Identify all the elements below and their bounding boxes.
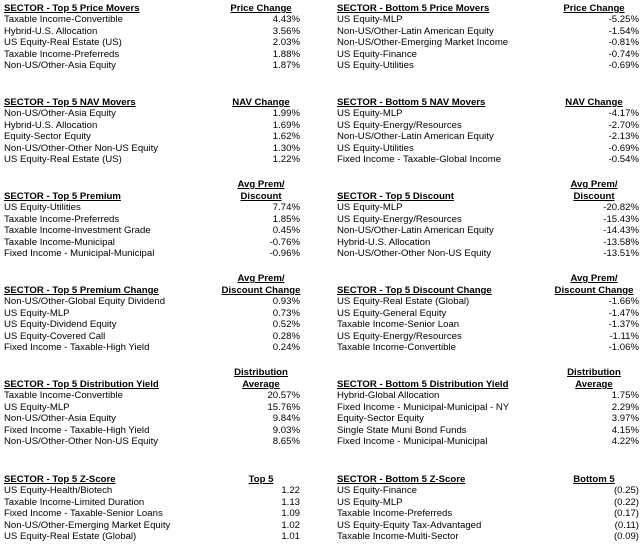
sector-name: US Equity-General Equity	[337, 307, 447, 319]
sector-value: 2.03%	[272, 37, 300, 49]
table-row	[337, 425, 637, 437]
sector-name: Taxable Income-Convertible	[4, 14, 123, 25]
sector-value: 0.45%	[272, 225, 300, 237]
table-row	[4, 154, 304, 166]
sector-value: 1.85%	[272, 213, 300, 225]
top-z-score-panel	[4, 473, 304, 543]
sector-name: Taxable Income-Preferreds	[337, 508, 453, 520]
sector-name: Equity-Sector Equity	[337, 413, 424, 425]
sector-name: US Equity-MLP	[4, 401, 70, 413]
section-header	[337, 178, 637, 202]
sector-name: Non-US/Other-Asia Equity	[4, 413, 116, 425]
sector-value: -0.96%	[269, 248, 300, 260]
top-nav-movers-panel	[4, 96, 304, 166]
section-title: SECTOR - Top 5 Premium Change	[4, 285, 159, 296]
value-column-header-line-1: Avg Prem/	[237, 273, 285, 284]
table-row	[337, 131, 637, 143]
table-row	[4, 436, 304, 448]
sector-name: Fixed Income - Taxable-Global Income	[337, 154, 502, 166]
sector-value: -1.11%	[609, 330, 639, 342]
table-row	[4, 390, 304, 402]
sector-value: 1.01	[281, 531, 300, 543]
sector-name: US Equity-MLP	[337, 496, 403, 508]
sector-value: -5.25%	[608, 14, 639, 25]
sector-name: Taxable Income-Municipal	[4, 236, 115, 248]
table-row	[337, 214, 637, 226]
table-row	[337, 520, 637, 532]
sector-name: Hybrid-U.S. Allocation	[337, 236, 431, 248]
sector-value: -2.13%	[608, 131, 639, 143]
sector-value: 1.69%	[272, 119, 300, 131]
sector-value: 1.88%	[272, 48, 300, 60]
section-header	[337, 473, 637, 485]
sector-name: US Equity-Finance	[337, 48, 417, 60]
table-row	[337, 237, 637, 249]
table-row	[337, 436, 637, 448]
table-row	[4, 14, 304, 26]
value-column-header-line-2: Average	[575, 379, 613, 390]
table-row	[4, 108, 304, 120]
sector-name: US Equity-Real Estate (Global)	[4, 531, 137, 543]
table-row	[337, 49, 637, 61]
table-row	[4, 331, 304, 343]
top-discount-panel	[337, 178, 637, 260]
sector-name: Taxable Income-Limited Duration	[4, 496, 145, 508]
table-row	[337, 120, 637, 132]
sector-value: (0.25)	[613, 485, 639, 496]
section-header	[4, 473, 304, 485]
table-row	[337, 342, 637, 354]
sector-name: Equity-Sector Equity	[4, 131, 91, 143]
sector-name: Single State Muni Bond Funds	[337, 424, 467, 436]
table-row	[4, 308, 304, 320]
sector-name: Non-US/Other-Asia Equity	[4, 108, 116, 119]
sector-name: US Equity-Energy/Resources	[337, 213, 462, 225]
section-title: SECTOR - Top 5 Discount Change	[337, 285, 492, 296]
sector-value: -13.51%	[603, 248, 639, 260]
section-title: SECTOR - Bottom 5 Distribution Yield	[337, 379, 509, 390]
sector-value: 15.76%	[267, 401, 300, 413]
sector-name: Hybrid-Global Allocation	[337, 390, 440, 401]
table-row	[337, 37, 637, 49]
table-row	[337, 108, 637, 120]
sector-value: -2.70%	[608, 119, 639, 131]
sector-name: US Equity-Equity Tax-Advantaged	[337, 519, 482, 531]
value-column-header-line-1: Distribution	[567, 367, 621, 378]
section-title: SECTOR - Top 5 Distribution Yield	[4, 379, 159, 390]
sector-name: Non-US/Other-Other Non-US Equity	[4, 142, 159, 154]
table-row	[337, 402, 637, 414]
table-row	[337, 154, 637, 166]
section-header	[337, 2, 637, 14]
value-column-header-line-1: Avg Prem/	[570, 273, 618, 284]
sector-name: US Equity-Real Estate (Global)	[337, 296, 470, 307]
table-row	[337, 531, 637, 543]
sector-value: 0.28%	[272, 330, 300, 342]
table-row	[4, 49, 304, 61]
sector-name: Non-US/Other-Other Non-US Equity	[4, 436, 159, 448]
sector-name: Hybrid-U.S. Allocation	[4, 25, 98, 37]
table-row	[337, 14, 637, 26]
table-row	[337, 308, 637, 320]
sector-value: 7.74%	[272, 202, 300, 213]
section-title: SECTOR - Top 5 NAV Movers	[4, 97, 136, 108]
value-column-header: Top 5	[248, 474, 274, 485]
sector-name: US Equity-Utilities	[4, 202, 81, 213]
table-row	[337, 296, 637, 308]
table-row	[4, 248, 304, 260]
sector-value: 3.56%	[272, 25, 300, 37]
value-column-header-line-2: Discount	[240, 191, 282, 202]
sector-value: -0.69%	[608, 60, 639, 72]
sector-value: -0.81%	[608, 37, 639, 49]
sector-name: Fixed Income - Municipal-Municipal	[337, 436, 488, 448]
sector-name: Non-US/Other-Global Equity Dividend	[4, 296, 166, 307]
section-title: SECTOR - Bottom 5 Price Movers	[337, 3, 490, 14]
sector-value: -1.54%	[608, 25, 639, 37]
sector-value: 0.73%	[272, 307, 300, 319]
bottom-nav-movers-panel	[337, 96, 637, 166]
sector-value: 1.09	[281, 508, 300, 520]
table-row	[4, 237, 304, 249]
sector-name: US Equity-MLP	[337, 108, 403, 119]
value-column-header-line-1: Avg Prem/	[570, 179, 618, 190]
section-title: SECTOR - Top 5 Z-Score	[4, 474, 116, 485]
section-title: SECTOR - Top 5 Discount	[337, 191, 454, 202]
sector-value: -1.47%	[608, 307, 639, 319]
sector-name: Non-US/Other-Emerging Market Equity	[4, 519, 171, 531]
table-row	[4, 131, 304, 143]
sector-value: 20.57%	[267, 390, 300, 401]
sector-name: US Equity-Utilities	[337, 142, 414, 154]
sector-name: Taxable Income-Senior Loan	[337, 319, 460, 331]
table-row	[4, 402, 304, 414]
table-row	[4, 143, 304, 155]
sector-value: -0.54%	[608, 154, 639, 166]
sector-name: Fixed Income - Municipal-Municipal - NY	[337, 401, 510, 413]
sector-value: 9.03%	[272, 424, 300, 436]
sector-value: -15.43%	[603, 213, 639, 225]
sector-name: Taxable Income-Convertible	[337, 342, 456, 354]
sector-value: -1.37%	[608, 319, 639, 331]
sector-value: 1.30%	[272, 142, 300, 154]
top-premium-change-panel	[4, 272, 304, 354]
section-header	[4, 366, 304, 390]
sector-value: 1.62%	[272, 131, 300, 143]
table-row	[337, 319, 637, 331]
sector-name: Taxable Income-Preferreds	[4, 48, 120, 60]
sector-value: 2.29%	[611, 401, 639, 413]
table-row	[337, 60, 637, 72]
top-premium-panel	[4, 178, 304, 260]
sector-value: 3.97%	[611, 413, 639, 425]
sector-value: -1.66%	[608, 296, 639, 307]
sector-name: US Equity-MLP	[337, 14, 403, 25]
section-title: SECTOR - Top 5 Premium	[4, 191, 121, 202]
section-title: SECTOR - Top 5 Price Movers	[4, 3, 140, 14]
sector-name: Fixed Income - Taxable-Senior Loans	[4, 508, 163, 520]
sector-name: Taxable Income-Preferreds	[4, 213, 120, 225]
sector-name: US Equity-Covered Call	[4, 330, 106, 342]
table-row	[337, 225, 637, 237]
value-column-header-line-2: Average	[242, 379, 280, 390]
sector-name: US Equity-Dividend Equity	[4, 319, 117, 331]
sector-value: 1.13	[281, 496, 300, 508]
sector-value: -14.43%	[603, 225, 639, 237]
table-row	[4, 225, 304, 237]
sector-name: US Equity-MLP	[4, 307, 70, 319]
table-row	[4, 60, 304, 72]
sector-value: -20.82%	[603, 202, 639, 213]
bottom-distribution-yield-panel	[337, 366, 637, 448]
table-row	[337, 202, 637, 214]
sector-value: 1.75%	[611, 390, 639, 401]
sector-value: -4.17%	[608, 108, 639, 119]
sector-value: 1.02	[281, 519, 300, 531]
sector-value: (0.17)	[613, 508, 639, 520]
table-row	[337, 26, 637, 38]
sector-value: 8.65%	[272, 436, 300, 448]
sector-name: US Equity-Real Estate (US)	[4, 37, 122, 49]
value-column-header-line-2: Discount	[573, 191, 615, 202]
table-row	[4, 202, 304, 214]
sector-value: -1.06%	[608, 342, 639, 354]
sector-name: Taxable Income-Investment Grade	[4, 225, 151, 237]
sector-value: 0.93%	[272, 296, 300, 307]
sector-value: 1.22	[281, 485, 300, 496]
sector-name: US Equity-Health/Biotech	[4, 485, 113, 496]
sector-value: -0.76%	[269, 236, 300, 248]
sector-name: Non-US/Other-Latin American Equity	[337, 131, 494, 143]
bottom-z-score-panel	[337, 473, 637, 543]
table-row	[4, 485, 304, 497]
section-title: SECTOR - Bottom 5 Z-Score	[337, 474, 466, 485]
sector-name: Non-US/Other-Other Non-US Equity	[337, 248, 492, 260]
table-row	[337, 508, 637, 520]
sector-name: Non-US/Other-Asia Equity	[4, 60, 116, 72]
sector-value: 1.22%	[272, 154, 300, 166]
table-row	[4, 296, 304, 308]
table-row	[337, 143, 637, 155]
top-distribution-yield-panel	[4, 366, 304, 448]
sector-name: US Equity-Utilities	[337, 60, 414, 72]
value-column-header: Price Change	[563, 3, 625, 14]
sector-name: US Equity-MLP	[337, 202, 403, 213]
value-column-header: Bottom 5	[573, 474, 615, 485]
table-row	[337, 331, 637, 343]
sector-value: 4.22%	[611, 436, 639, 448]
value-column-header-line-2: Discount Change	[221, 285, 301, 296]
value-column-header: NAV Change	[232, 97, 290, 108]
sector-value: 9.84%	[272, 413, 300, 425]
table-row	[4, 508, 304, 520]
sector-name: Non-US/Other-Emerging Market Income	[337, 37, 509, 49]
value-column-header-line-1: Avg Prem/	[237, 179, 285, 190]
table-row	[337, 485, 637, 497]
table-row	[337, 497, 637, 509]
table-row	[4, 26, 304, 38]
sector-name: Fixed Income - Taxable-High Yield	[4, 342, 150, 354]
sector-value: (0.22)	[613, 496, 639, 508]
section-title: SECTOR - Bottom 5 NAV Movers	[337, 97, 486, 108]
sector-name: Non-US/Other-Latin American Equity	[337, 225, 494, 237]
section-header	[337, 96, 637, 108]
bottom-price-movers-panel	[337, 2, 637, 72]
table-row	[4, 319, 304, 331]
section-header	[337, 366, 637, 390]
top-price-movers-panel	[4, 2, 304, 72]
value-column-header: NAV Change	[565, 97, 623, 108]
sector-value: 4.43%	[272, 14, 300, 25]
table-row	[4, 531, 304, 543]
value-column-header-line-2: Discount Change	[554, 285, 634, 296]
sector-name: US Equity-Finance	[337, 485, 417, 496]
section-header	[337, 272, 637, 296]
value-column-header: Price Change	[230, 3, 292, 14]
section-header	[4, 96, 304, 108]
table-row	[4, 497, 304, 509]
table-row	[4, 425, 304, 437]
sector-name: Fixed Income - Taxable-High Yield	[4, 424, 150, 436]
table-row	[4, 342, 304, 354]
sector-name: US Equity-Energy/Resources	[337, 330, 462, 342]
sector-value: -13.58%	[603, 236, 639, 248]
table-row	[4, 214, 304, 226]
sector-name: Non-US/Other-Latin American Equity	[337, 25, 494, 37]
sector-value: -0.69%	[608, 142, 639, 154]
sector-value: 4.15%	[611, 424, 639, 436]
top-discount-change-panel	[337, 272, 637, 354]
table-row	[4, 413, 304, 425]
sector-value: 0.52%	[272, 319, 300, 331]
sector-value: 0.24%	[272, 342, 300, 354]
section-header	[4, 2, 304, 14]
table-row	[337, 248, 637, 260]
table-row	[337, 413, 637, 425]
sector-name: Fixed Income - Municipal-Municipal	[4, 248, 155, 260]
sector-name: US Equity-Real Estate (US)	[4, 154, 122, 166]
value-column-header-line-1: Distribution	[234, 367, 288, 378]
section-header	[4, 272, 304, 296]
sector-value: (0.11)	[614, 519, 639, 531]
sector-name: Taxable Income-Multi-Sector	[337, 531, 459, 543]
table-row	[337, 390, 637, 402]
section-header	[4, 178, 304, 202]
table-row	[4, 37, 304, 49]
sector-value: 1.99%	[272, 108, 300, 119]
table-row	[4, 520, 304, 532]
table-row	[4, 120, 304, 132]
sector-value: -0.74%	[608, 48, 639, 60]
sector-name: US Equity-Energy/Resources	[337, 119, 462, 131]
sector-value: 1.87%	[272, 60, 300, 72]
sector-name: Taxable Income-Convertible	[4, 390, 123, 401]
sector-value: (0.09)	[613, 531, 639, 543]
sector-name: Hybrid-U.S. Allocation	[4, 119, 98, 131]
